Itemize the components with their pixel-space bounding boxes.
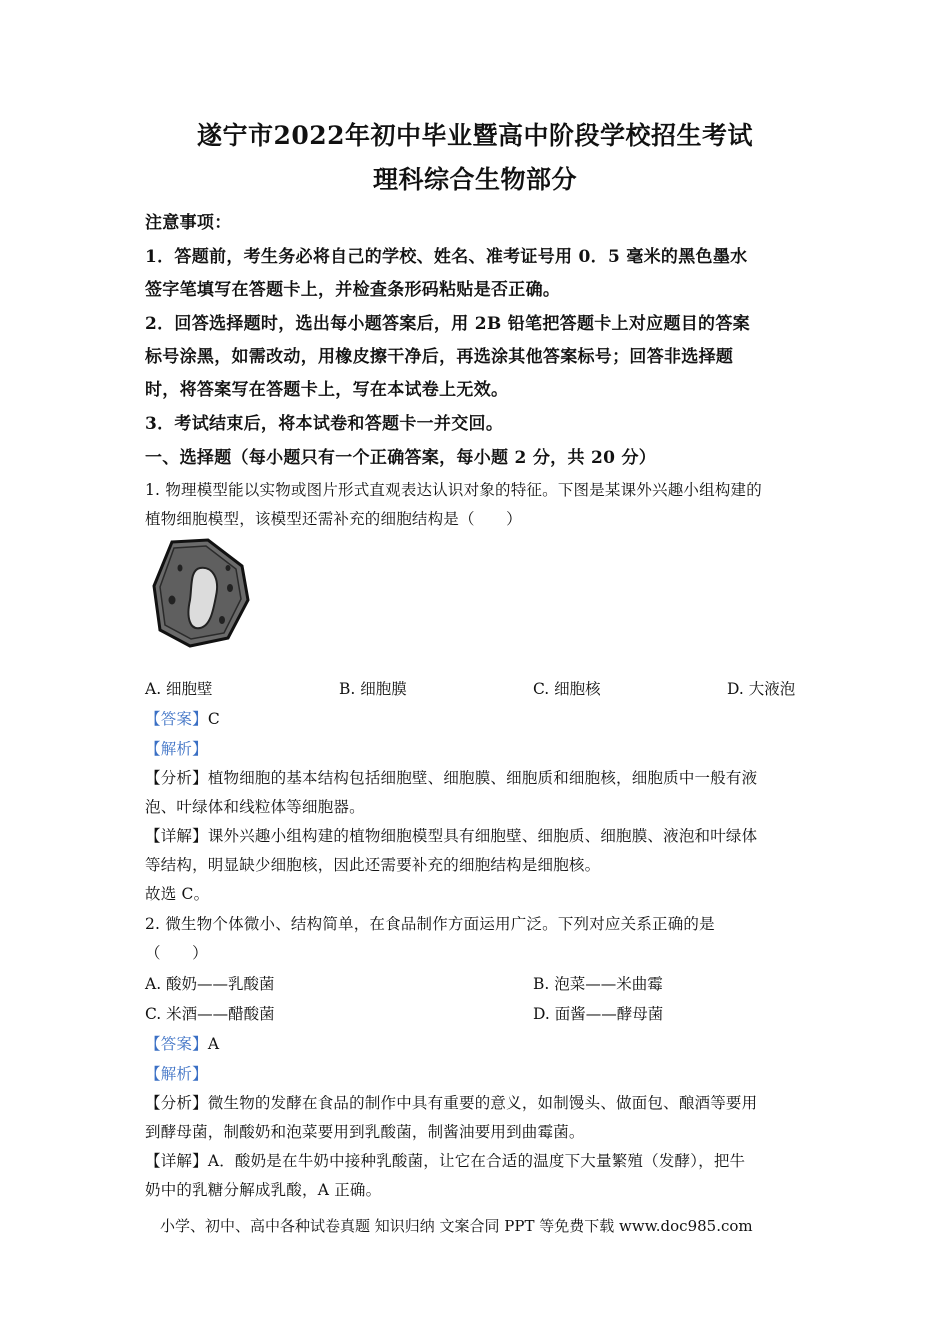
notice-line: 时，将答案写在答题卡上，写在本试卷上无效。 xyxy=(145,380,509,400)
q1-stem: 1. 物理模型能以实物或图片形式直观表达认识对象的特征。下图是某课外兴趣小组构建的 xyxy=(145,481,762,499)
notice-line: 2．回答选择题时，选出每小题答案后，用 2B 铅笔把答题卡上对应题目的答案 xyxy=(145,314,750,334)
q2-option-d: D. 面酱——酵母菌 xyxy=(533,1005,664,1023)
q1-option-c: C. 细胞核 xyxy=(533,680,601,698)
q2-option-c: C. 米酒——醋酸菌 xyxy=(145,1005,275,1023)
notice-line: 1．答题前，考生务必将自己的学校、姓名、准考证号用 0．5 毫米的黑色墨水 xyxy=(145,247,748,267)
q1-answer xyxy=(145,707,810,729)
q2-stem: （ ） xyxy=(145,944,208,962)
q2-answer xyxy=(145,1032,810,1054)
fenxi-text: 植物细胞的基本结构包括细胞壁、细胞膜、细胞质和细胞核，细胞质中一般有液 xyxy=(207,769,758,787)
q2-option-b: B. 泡菜——米曲霉 xyxy=(533,975,663,993)
page-footer: 小学、初中、高中各种试卷真题 知识归纳 文案合同 PPT 等免费下载 www.doc985.com xyxy=(160,1217,753,1235)
answer-tag: 【答案】 xyxy=(145,1035,208,1053)
answer-value: C xyxy=(207,710,220,728)
q2-analysis-tag: 【解析】 xyxy=(145,1065,208,1083)
page-title: 遂宁市2022年初中毕业暨高中阶段学校招生考试 xyxy=(196,121,754,150)
q1-fenxi-cont: 泡、叶绿体和线粒体等细胞器。 xyxy=(145,798,365,816)
fenxi-tag: 【分析】 xyxy=(145,769,208,787)
q1-fenxi xyxy=(145,766,810,788)
fenxi-tag: 【分析】 xyxy=(145,1094,208,1112)
q1-xiangjie xyxy=(145,824,810,846)
q1-option-b: B. 细胞膜 xyxy=(339,680,407,698)
section-heading: 一、选择题（每小题只有一个正确答案，每小题 2 分，共 20 分） xyxy=(145,448,657,468)
answer-tag: 【答案】 xyxy=(145,710,208,728)
q1-option-a: A. 细胞壁 xyxy=(145,680,213,698)
xiangjie-tag: 【详解】 xyxy=(145,827,208,845)
page-subtitle: 理科综合生物部分 xyxy=(372,165,577,194)
q2-xiangjie xyxy=(145,1149,810,1171)
xiangjie-tag: 【详解】 xyxy=(145,1152,208,1170)
q1-analysis-tag: 【解析】 xyxy=(145,740,208,758)
notice-line: 3．考试结束后，将本试卷和答题卡一并交回。 xyxy=(145,414,504,434)
q1-xiangjie-cont: 等结构，明显缺少细胞核，因此还需要补充的细胞结构是细胞核。 xyxy=(145,856,601,874)
q2-xiangjie-cont: 奶中的乳糖分解成乳酸，A 正确。 xyxy=(145,1181,382,1199)
notice-line: 签字笔填写在答题卡上，并检查条形码粘贴是否正确。 xyxy=(145,280,561,300)
notice-heading: 注意事项： xyxy=(145,213,232,233)
q2-fenxi xyxy=(145,1091,810,1113)
xiangjie-text: A．酸奶是在牛奶中接种乳酸菌，让它在合适的温度下大量繁殖（发酵），把牛 xyxy=(207,1152,746,1170)
fenxi-text: 微生物的发酵在食品的制作中具有重要的意义，如制馒头、做面包、酿酒等要用 xyxy=(207,1094,758,1112)
q1-conclusion: 故选 C。 xyxy=(145,885,210,903)
xiangjie-text: 课外兴趣小组构建的植物细胞模型具有细胞壁、细胞质、细胞膜、液泡和叶绿体 xyxy=(207,827,758,845)
q1-option-d: D. 大液泡 xyxy=(727,680,796,698)
q2-option-a: A. 酸奶——乳酸菌 xyxy=(145,975,275,993)
answer-value: A xyxy=(207,1035,220,1053)
notice-line: 标号涂黑，如需改动，用橡皮擦干净后，再选涂其他答案标号；回答非选择题 xyxy=(145,347,734,367)
q2-fenxi-cont: 到酵母菌，制酸奶和泡菜要用到乳酸菌，制酱油要用到曲霉菌。 xyxy=(145,1123,585,1141)
q2-stem: 2. 微生物个体微小、结构简单，在食品制作方面运用广泛。下列对应关系正确的是 xyxy=(145,915,715,933)
plant-cell-model-image xyxy=(150,538,250,648)
q1-stem: 植物细胞模型，该模型还需补充的细胞结构是（ ） xyxy=(145,510,522,528)
